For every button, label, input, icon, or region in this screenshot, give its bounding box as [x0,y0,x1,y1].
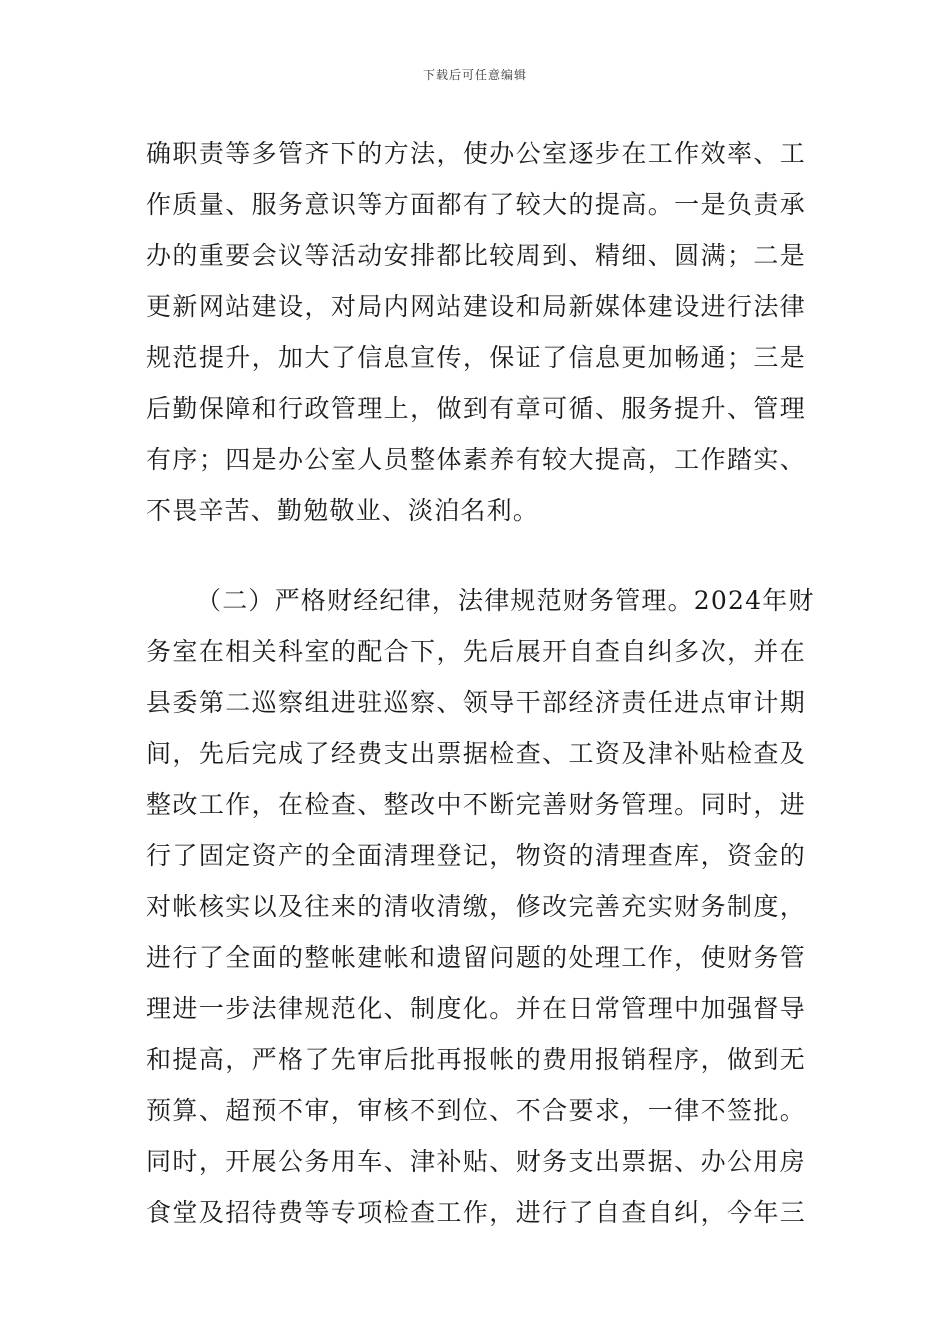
text-line: 对帐核实以及往来的清收清缴，修改完善充实财务制度， [146,892,806,921]
text-line: 规范提升，加大了信息宣传，保证了信息更加畅通；三是 [146,343,806,372]
text-line: 县委第二巡察组进驻巡察、领导干部经济责任进点审计期 [146,688,806,717]
text-line: 进行了全面的整帐建帐和遗留问题的处理工作，使财务管 [146,943,806,972]
text-line: 有序；四是办公室人员整体素养有较大提高，工作踏实、 [146,445,806,474]
text-line: 行了固定资产的全面清理登记，物资的清理查库，资金的 [146,841,806,870]
text-line-last: 不畏辛苦、勤勉敬业、淡泊名利。 [146,496,540,525]
text-line: 整改工作，在检查、整改中不断完善财务管理。同时，进 [146,790,806,819]
text-line: 和提高，严格了先审后批再报帐的费用报销程序，做到无 [146,1045,806,1074]
text-line: 确职责等多管齐下的方法，使办公室逐步在工作效率、工 [146,139,806,168]
text-line: 同时，开展公务用车、津补贴、财务支出票据、办公用房 [146,1147,806,1176]
text-line: 更新网站建设，对局内网站建设和局新媒体建设进行法律 [146,292,806,321]
text-line: 食堂及招待费等专项检查工作，进行了自查自纠，今年三 [146,1198,806,1227]
paragraph-finance-management [146,575,815,1238]
text-line: 作质量、服务意识等方面都有了较大的提高。一是负责承 [146,190,806,219]
text-line: 办的重要会议等活动安排都比较周到、精细、圆满；二是 [146,241,806,270]
paragraph-office-work [146,128,806,536]
text-line-indented: （二）严格财经纪律，法律规范财务管理。2024年财 [196,586,815,615]
text-line: 务室在相关科室的配合下，先后展开自查自纠多次，并在 [146,637,806,666]
text-line: 间，先后完成了经费支出票据检查、工资及津补贴检查及 [146,739,806,768]
page-header-note: 下载后可任意编辑 [422,68,527,82]
text-line: 理进一步法律规范化、制度化。并在日常管理中加强督导 [146,994,806,1023]
text-line: 后勤保障和行政管理上，做到有章可循、服务提升、管理 [146,394,806,423]
text-line: 预算、超预不审，审核不到位、不合要求，一律不签批。 [146,1096,806,1125]
